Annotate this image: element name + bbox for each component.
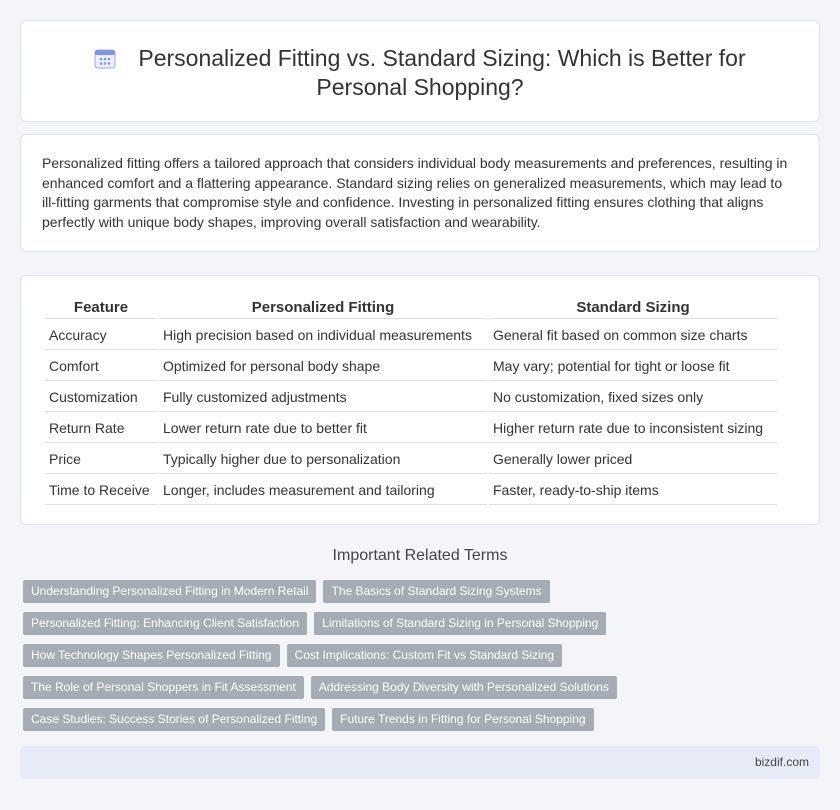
- related-term-tag[interactable]: How Technology Shapes Personalized Fitting: [23, 644, 280, 667]
- related-terms-heading: Important Related Terms: [332, 547, 508, 564]
- comparison-table: [43, 295, 779, 507]
- row-feature: Comfort: [45, 352, 157, 381]
- header-feature: Feature: [45, 297, 157, 319]
- header-personalized-fitting: Personalized Fitting: [159, 297, 487, 319]
- row-standard: General fit based on common size charts: [489, 321, 777, 350]
- row-personalized: Longer, includes measurement and tailoring: [159, 476, 487, 505]
- intro-paragraph: Personalized fitting offers a tailored approach that considers individual body measurements and preferences, resulting in enhanced comfort and a flattering appearance. Standard sizing relies on generalized measurements, which may lead to ill-fitting garments that compromise style and confidence. Investing in personalized fitting ensures clothing that aligns perfectly with unique body shapes, improving overall satisfaction and wearability.: [42, 155, 788, 230]
- related-term-tag[interactable]: Addressing Body Diversity with Personalized Solutions: [311, 676, 617, 699]
- row-standard: Higher return rate due to inconsistent sizing: [489, 414, 777, 443]
- header-standard-sizing: Standard Sizing: [489, 297, 777, 319]
- row-personalized: High precision based on individual measurements: [159, 321, 487, 350]
- row-standard: May vary; potential for tight or loose fit: [489, 352, 777, 381]
- tag-row: [23, 580, 623, 603]
- table-row: [45, 321, 777, 350]
- page-title: [21, 44, 819, 102]
- tag-row: [23, 644, 623, 667]
- row-personalized: Optimized for personal body shape: [159, 352, 487, 381]
- title-line-1: Personalized Fitting vs. Standard Sizing: Which is Better for: [138, 45, 746, 71]
- related-term-tag[interactable]: The Role of Personal Shoppers in Fit Assessment: [23, 676, 304, 699]
- related-term-tag[interactable]: Case Studies: Success Stories of Personalized Fitting: [23, 708, 325, 731]
- row-feature: Return Rate: [45, 414, 157, 443]
- row-feature: Price: [45, 445, 157, 474]
- table-header-row: [45, 297, 777, 319]
- table-row: [45, 445, 777, 474]
- row-standard: No customization, fixed sizes only: [489, 383, 777, 412]
- table-row: [45, 476, 777, 505]
- table-row: [45, 414, 777, 443]
- comparison-card: [20, 275, 820, 525]
- footer-site-link[interactable]: bizdif.com: [754, 755, 809, 769]
- related-term-tag[interactable]: Cost Implications: Custom Fit vs Standard Sizing: [287, 644, 562, 667]
- related-term-tag[interactable]: The Basics of Standard Sizing Systems: [323, 580, 549, 603]
- row-personalized: Fully customized adjustments: [159, 383, 487, 412]
- title-line-2: Personal Shopping?: [316, 74, 524, 100]
- tag-row: [23, 708, 623, 731]
- calendar-icon: [94, 47, 116, 69]
- related-term-tag[interactable]: Personalized Fitting: Enhancing Client Satisfaction: [23, 612, 307, 635]
- row-feature: Accuracy: [45, 321, 157, 350]
- table-row: [45, 352, 777, 381]
- title-card: [20, 20, 820, 122]
- tag-row: [23, 676, 623, 699]
- row-standard: Faster, ready-to-ship items: [489, 476, 777, 505]
- related-term-tag[interactable]: Limitations of Standard Sizing in Personal Shopping: [314, 612, 606, 635]
- intro-card: [20, 134, 820, 252]
- row-feature: Customization: [45, 383, 157, 412]
- row-standard: Generally lower priced: [489, 445, 777, 474]
- related-term-tag[interactable]: Understanding Personalized Fitting in Modern Retail: [23, 580, 316, 603]
- tag-row: [23, 612, 623, 635]
- row-personalized: Lower return rate due to better fit: [159, 414, 487, 443]
- row-personalized: Typically higher due to personalization: [159, 445, 487, 474]
- row-feature: Time to Receive: [45, 476, 157, 505]
- related-terms-list: [23, 580, 623, 740]
- footer: [20, 746, 820, 779]
- related-term-tag[interactable]: Future Trends in Fitting for Personal Shopping: [332, 708, 593, 731]
- table-row: [45, 383, 777, 412]
